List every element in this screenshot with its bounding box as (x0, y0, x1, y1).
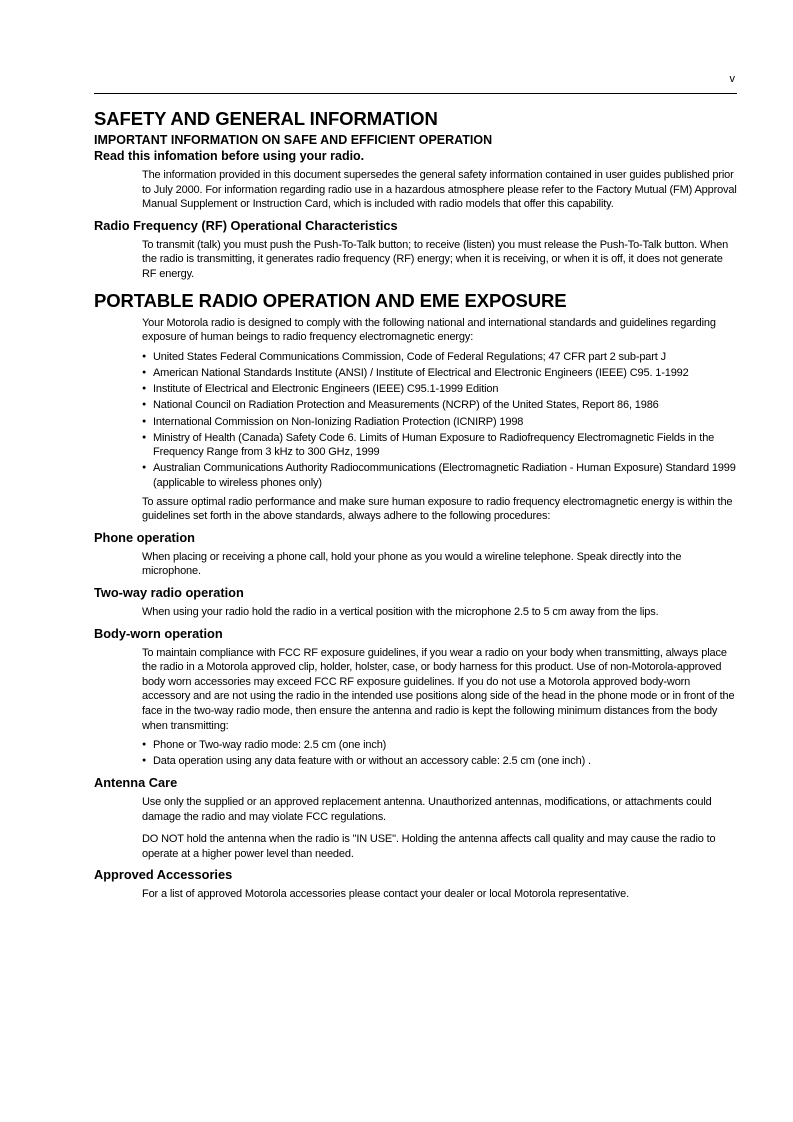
intro-paragraph: The information provided in this document supersedes the general safety information contained in user guides published prior to July 2000. For information regarding radio use in a hazardous atmosphere please refer to the Factory Mutual (FM) Approval Manual Supplement or Instruction Card, which is included with radio models that offer this capability. (142, 169, 737, 211)
antenna-paragraph-2: DO NOT hold the antenna when the radio is "IN USE". Holding the antenna affects call quality and may cause the radio to operate at a higher power level than needed. (142, 833, 716, 860)
antenna-heading: Antenna Care (94, 774, 178, 790)
bodyworn-heading: Body-worn operation (94, 625, 223, 641)
list-item: ● Institute of Electrical and Electronic Engineers (IEEE) C95.1-1999 Edition (142, 382, 737, 397)
distance-list (142, 738, 737, 769)
twoway-paragraph: When using your radio hold the radio in a vertical position with the microphone 2.5 to 5 cm away from the lips. (142, 606, 659, 619)
document-body (94, 108, 737, 902)
page-title: SAFETY AND GENERAL INFORMATION (94, 108, 438, 129)
portable-outro: To assure optimal radio performance and make sure human exposure to radio frequency electromagnetic energy is within the guidelines set forth in the above standards, always adhere to the following procedures: (142, 495, 733, 523)
antenna-paragraph-1: Use only the supplied or an approved replacement antenna. Unauthorized antennas, modifications, or attachments could damage the radio and may violate FCC regulations. (142, 795, 712, 823)
rf-paragraph: To transmit (talk) you must push the Push-To-Talk button; to receive (listen) you must release the Push-To-Talk button. When the radio is transmitting, it generates radio frequency (RF) energy; when it is receiving, or when it is off, it does not generate RF energy. (142, 238, 729, 280)
phone-paragraph: When placing or receiving a phone call, hold your phone as you would a wireline telephone. Speak directly into the microphone. (142, 550, 682, 578)
list-item: ● United States Federal Communications Commission, Code of Federal Regulations; 47 CFR part 2 sub-part J (142, 350, 737, 365)
accessories-paragraph: For a list of approved Motorola accessories please contact your dealer or local Motorola representative. (142, 888, 629, 901)
list-item: ● Phone or Two-way radio mode: 2.5 cm (one inch) (142, 738, 737, 753)
portable-title: PORTABLE RADIO OPERATION AND EME EXPOSURE (94, 289, 567, 311)
header-rule (94, 93, 737, 94)
rf-heading: Radio Frequency (RF) Operational Characteristics (94, 217, 398, 233)
bodyworn-paragraph: To maintain compliance with FCC RF exposure guidelines, if you wear a radio on your body when transmitting, always place the radio in a Motorola approved clip, holder, holster, case, or body harness for this product. Use of non-Motorola-approved body worn accessories may exceed FCC RF exposure guidelines. If you do not use a Motorola approved body-worn accessory and are not using the radio in the intended use positions along side of the head in the phone mode or in front of the face in the two-way radio mode, then ensure the antenna and radio is kept the following minimum distances from the body when transmitting: (142, 646, 735, 732)
list-item: ● American National Standards Institute (ANSI) / Institute of Electrical and Electronic Engineers (IEEE) C95. 1-1992 (142, 366, 737, 381)
list-item: ● Ministry of Health (Canada) Safety Code 6. Limits of Human Exposure to Radiofrequency Electromagnetic Fields in the Frequency Range from 3 kHz to 300 GHz, 1999 (142, 431, 737, 460)
standards-list (142, 350, 737, 491)
list-item: ● National Council on Radiation Protection and Measurements (NCRP) of the United States, Report 86, 1986 (142, 398, 737, 413)
phone-heading: Phone operation (94, 529, 195, 545)
portable-intro: Your Motorola radio is designed to comply with the following national and international standards and guidelines regarding exposure of human beings to radio frequency electromagnetic energy: (142, 316, 716, 344)
page-number: v (729, 73, 735, 85)
twoway-heading: Two-way radio operation (94, 585, 244, 601)
important-heading: IMPORTANT INFORMATION ON SAFE AND EFFICIENT OPERATION (94, 133, 493, 147)
accessories-heading: Approved Accessories (94, 867, 233, 883)
list-item: ● Data operation using any data feature with or without an accessory cable: 2.5 cm (one inch) . (142, 754, 737, 769)
list-item: ● International Commission on Non-Ionizing Radiation Protection (ICNIRP) 1998 (142, 415, 737, 430)
read-heading: Read this infomation before using your radio. (94, 149, 365, 163)
list-item: ● Australian Communications Authority Radiocommunications (Electromagnetic Radiation - Human Exposure) Standard 1999 (applicable to wireless phones only) (142, 461, 737, 490)
